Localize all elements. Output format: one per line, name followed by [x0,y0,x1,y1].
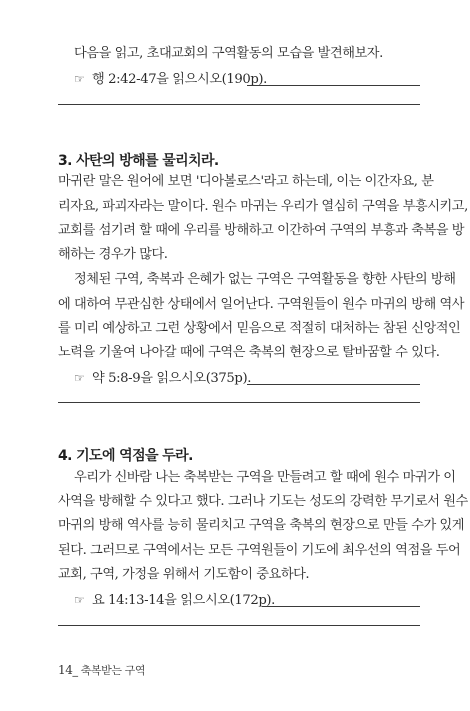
section-heading: 4. 기도에 역점을 두라. [58,448,193,464]
paragraph-line: 리자요, 파괴자라는 말이다. 원수 마귀는 우리가 열심히 구역을 부흥시키고, [58,199,468,214]
answer-blank[interactable] [58,402,420,403]
intro-reference [74,70,267,89]
section4-reference [74,591,275,610]
intro-text: 다음을 읽고, 초대교회의 구역활동의 모습을 발견해보자. [74,46,383,61]
paragraph-line: 를 미리 예상하고 그런 상황에서 믿음으로 적절히 대처하는 참된 신앙적인 [58,321,461,336]
paragraph-line: 노력을 기울여 나아갈 때에 구역은 축복의 현장으로 탈바꿈할 수 있다. [58,345,440,360]
paragraph-line: 마귀의 방해 역사를 능히 물리치고 구역을 축복의 현장으로 만들 수가 있게 [58,518,465,533]
section3-reference-text: 약 5:8-9을 읽으시오(375p). [92,371,251,386]
answer-blank[interactable] [58,104,420,105]
answer-blank[interactable] [262,606,420,607]
paragraph-line: 에 대하여 무관심한 상태에서 일어난다. 구역원들이 원수 마귀의 방해 역사 [58,297,465,312]
paragraph-line: 교회를 섬기려 할 때에 우리를 방해하고 이간하여 구역의 부흥과 축복을 방 [58,223,465,238]
paragraph-line: 우리가 신바람 나는 축복받는 구역을 만들려고 할 때에 원수 마귀가 이 [74,470,456,485]
pointing-hand-icon: ☞ [74,72,85,86]
answer-blank[interactable] [247,384,420,385]
page-footer [58,662,145,678]
intro-reference-text: 행 2:42-47을 읽으시오(190p). [92,72,267,87]
pointing-hand-icon: ☞ [74,371,85,385]
pointing-hand-icon: ☞ [74,593,85,607]
paragraph-line: 교회, 구역, 가정을 위해서 기도함이 중요하다. [58,567,310,582]
running-title: _ 축복받는 구역 [72,664,146,677]
section-heading: 3. 사탄의 방해를 물리치라. [58,153,219,169]
paragraph-line: 정체된 구역, 축복과 은혜가 없는 구역은 구역활동을 향한 사탄의 방해 [74,272,456,287]
section4-reference-text: 요 14:13-14을 읽으시오(172p). [92,593,275,608]
answer-blank[interactable] [58,625,420,626]
paragraph-line: 해하는 경우가 많다. [58,247,168,262]
section3-reference [74,369,251,388]
answer-blank[interactable] [247,85,420,86]
paragraph-line: 마귀란 말은 원어에 보면 '디아볼로스'라고 하는데, 이는 이간자요, 분 [58,174,434,189]
paragraph-line: 된다. 그러므로 구역에서는 모든 구역원들이 기도에 최우선의 역점을 두어 [58,543,461,558]
paragraph-line: 사역을 방해할 수 있다고 했다. 그러나 기도는 성도의 강력한 무기로서 원수 [58,494,468,509]
page-number: 14 [58,663,73,677]
